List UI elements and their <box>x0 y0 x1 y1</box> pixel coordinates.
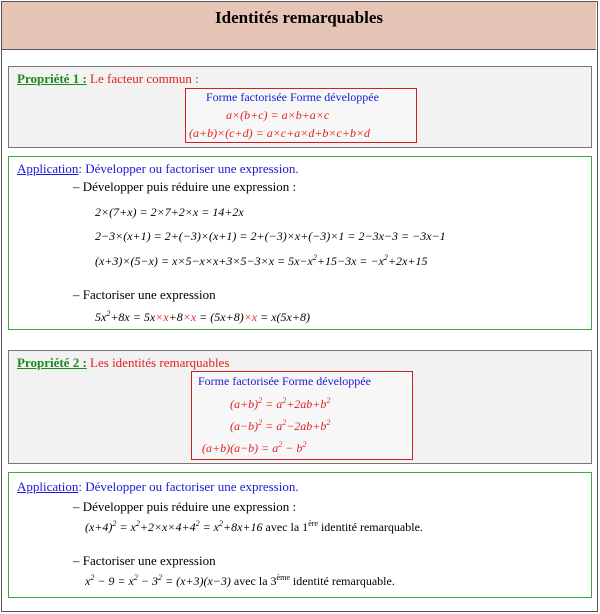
property-1-formula-1: a×(b+c) = a×b+a×c <box>226 108 330 122</box>
property-1-formula-box <box>185 88 417 143</box>
application-1-line-4: $5x^2+8x = 5x\times x+8\times x = (5x+8)\times x = x(5x+8)$ <box>95 309 310 324</box>
application-1-text: : Développer ou factoriser une expression. <box>78 161 299 176</box>
application-2-bullet-develop: – Développer puis réduire une expression : <box>73 499 297 514</box>
application-1-line-2: 2−3×(x+1) = 2+(−3)×(x+1) = 2+(−3)×x+(−3)×1 = 2−3x−3 = −3x−1 <box>95 229 446 243</box>
application-1-bullet-factor: – Factoriser une expression <box>73 287 216 302</box>
property-2-formula-box <box>191 371 413 460</box>
property-1-heading <box>17 71 199 87</box>
property-1-box <box>8 66 592 148</box>
application-1-label: Application <box>17 161 79 176</box>
application-2-text: : Développer ou factoriser une expression. <box>78 479 299 494</box>
application-1-bullet-develop: – Développer puis réduire une expression : <box>73 179 297 194</box>
application-1-box <box>8 156 592 330</box>
property-1-formula-header: Forme factorisée Forme développée <box>206 90 379 104</box>
property-1-formula-2: (a+b)×(c+d) = a×c+a×d+b×c+b×d <box>189 126 371 140</box>
application-2-bullet-factor: – Factoriser une expression <box>73 553 216 568</box>
property-2-formula-1: $(a+b)^2 = a^2+2ab+b^2$ <box>230 396 331 411</box>
property-1-label: Propriété 1 : <box>17 71 87 86</box>
property-2-label: Propriété 2 : <box>17 355 87 370</box>
property-2-heading <box>17 355 229 371</box>
application-1-line-3: $(x+3)\times(5-x) = x\times 5-x\times x+3\times 5-3\times x = 5x-x^2+15-3x = -x^2+2x+15$ <box>95 253 428 268</box>
property-2-formula-2: $(a-b)^2 = a^2-2ab+b^2$ <box>230 418 331 433</box>
property-2-box <box>8 350 592 464</box>
application-2-label: Application <box>17 479 79 494</box>
page-title: Identités remarquables <box>2 2 596 50</box>
property-2-formula-header: Forme factorisée Forme développée <box>198 374 371 388</box>
application-2-line-1: $(x+4)^2 = x^2+2\times x\times 4+4^2 = x^2+8x+16$ avec la 1ère identité remarquable. <box>85 519 423 534</box>
property-1-subtitle: Le facteur commun : <box>90 71 199 86</box>
application-1-heading <box>17 161 299 177</box>
application-1-line-1: 2×(7+x) = 2×7+2×x = 14+2x <box>95 205 244 219</box>
property-2-subtitle: Les identités remarquables <box>90 355 230 370</box>
application-2-heading <box>17 479 299 495</box>
application-2-box <box>8 472 592 598</box>
application-2-line-2: $x^2 - 9 = x^2 - 3^2 = (x+3)(x-3)$ avec la 3ème identité remarquable. <box>85 573 395 588</box>
property-2-formula-3: $(a+b)(a-b) = a^2 - b^2$ <box>202 440 307 455</box>
